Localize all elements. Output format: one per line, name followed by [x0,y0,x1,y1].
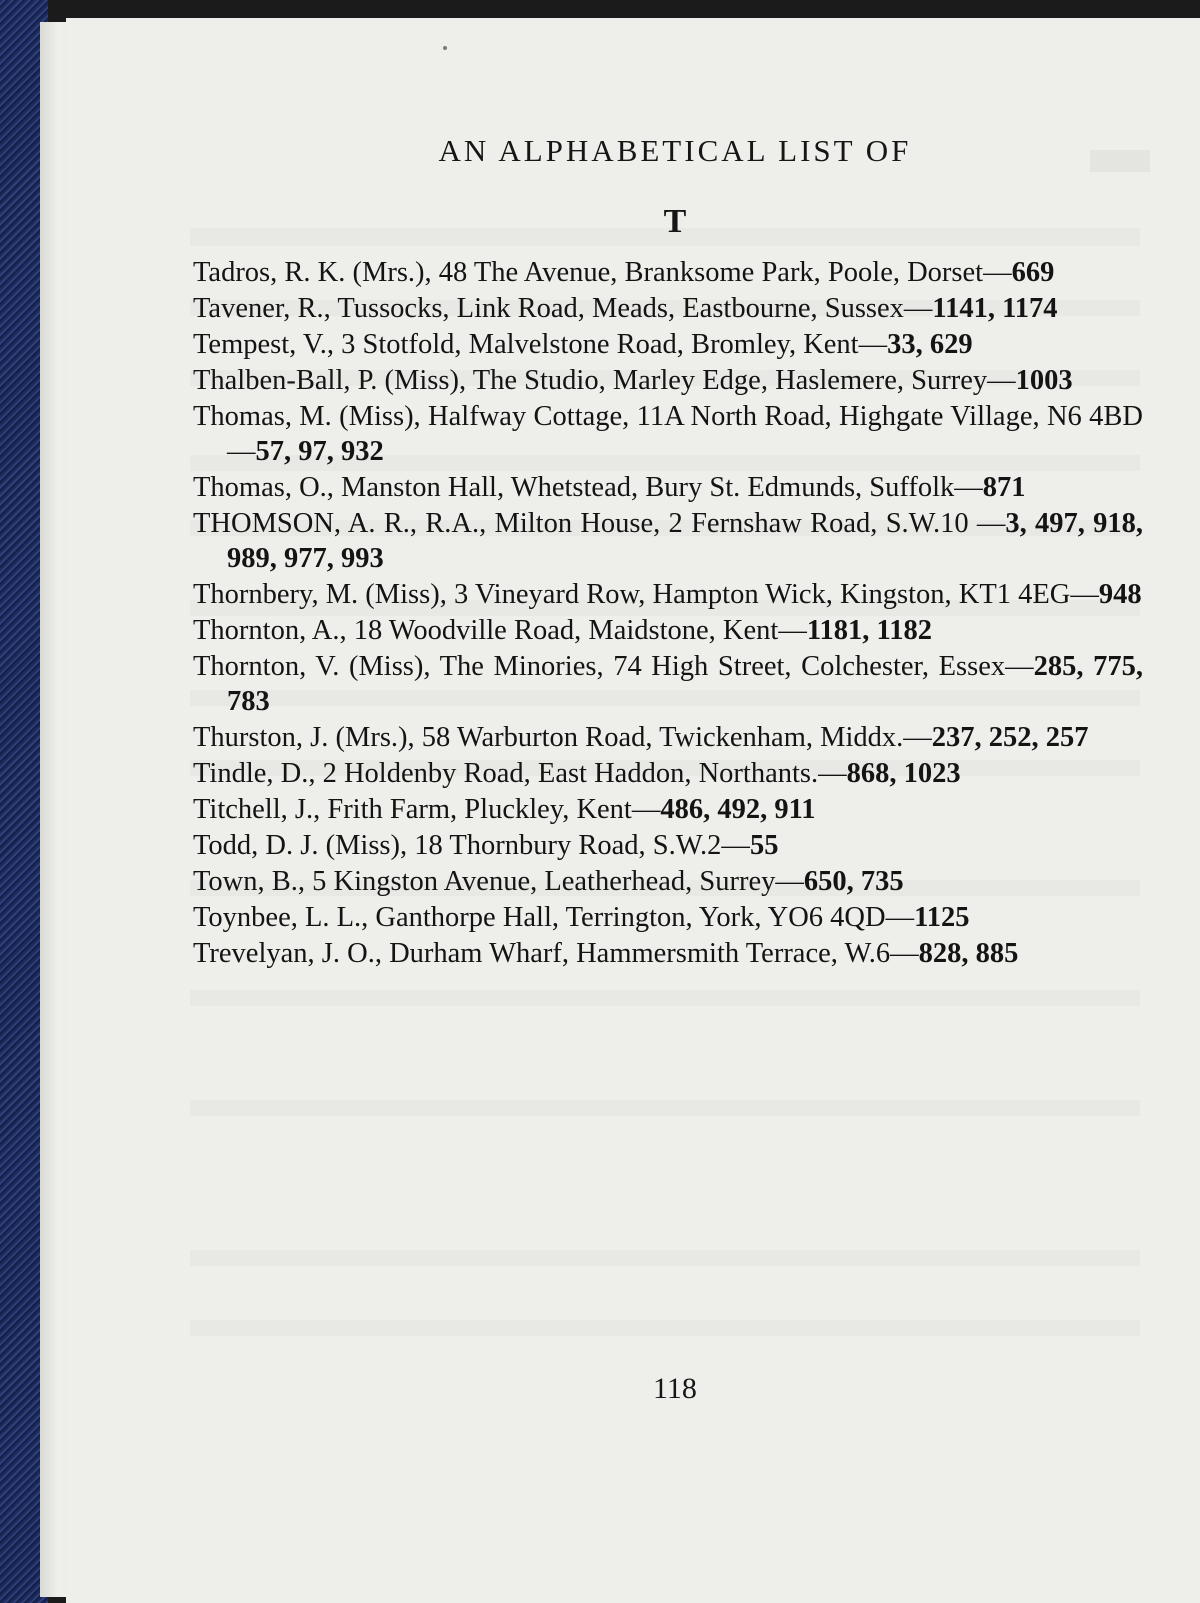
entry-pages: 57, 97, 932 [255,436,384,467]
list-item [193,506,1143,576]
entry-text: Thalben-Ball, P. (Miss), The Studio, Marley Edge, Haslemere, Surrey— [193,365,1016,396]
entry-pages: 948 [1098,579,1142,610]
entry-pages: 285, 775, 783 [227,651,1143,717]
entry-text: Thornbery, M. (Miss), 3 Vineyard Row, Hampton Wick, Kingston, KT1 4EG— [193,579,1099,610]
entry-pages: 828, 885 [918,938,1019,969]
list-item [193,756,1143,791]
list-item [193,470,1143,505]
entry-text: Tindle, D., 2 Holdenby Road, East Haddon, Northants.— [193,758,847,789]
entry-pages: 1181, 1182 [806,615,932,646]
list-item [193,936,1143,971]
list-item [193,792,1143,827]
entry-pages: 1141, 1174 [932,293,1058,324]
entry-list [193,255,1143,972]
entry-pages: 486, 492, 911 [660,794,816,825]
section-letter: T [663,203,687,240]
list-item [193,900,1143,935]
entry-pages: 650, 735 [803,866,904,897]
list-item [193,720,1143,755]
entry-pages: 33, 629 [887,329,973,360]
entry-pages: 1125 [914,902,970,933]
entry-pages: 55 [749,830,779,861]
entry-text: Thornton, A., 18 Woodville Road, Maidstone, Kent— [193,615,807,646]
entry-text: Tempest, V., 3 Stotfold, Malvelstone Road, Bromley, Kent— [193,329,888,360]
entry-pages: 237, 252, 257 [931,722,1089,753]
entry-text: THOMSON, A. R., R.A., Milton House, 2 Fernshaw Road, S.W.10 — [193,508,1006,539]
page-heading: AN ALPHABETICAL LIST OF [438,133,912,168]
entry-text: Thomas, M. (Miss), Halfway Cottage, 11A North Road, Highgate Village, N6 4BD— [193,401,1143,467]
entry-text: Thornton, V. (Miss), The Minories, 74 High Street, Colchester, Essex— [193,651,1034,682]
list-item [193,327,1143,362]
list-item [193,828,1143,863]
entry-pages: 3, 497, 918, 989, 977, 993 [227,508,1143,574]
list-item [193,399,1143,469]
list-item [193,291,1143,326]
list-item [193,613,1143,648]
list-item [193,255,1143,290]
entry-pages: 868, 1023 [846,758,961,789]
entry-text: Toynbee, L. L., Ganthorpe Hall, Terrington, York, YO6 4QD— [193,902,915,933]
entry-text: Titchell, J., Frith Farm, Pluckley, Kent— [193,794,661,825]
entry-text: Thomas, O., Manston Hall, Whetstead, Bury St. Edmunds, Suffolk— [193,472,983,503]
entry-text: Thurston, J. (Mrs.), 58 Warburton Road, Twickenham, Middx.— [193,722,932,753]
entry-text: Tadros, R. K. (Mrs.), 48 The Avenue, Branksome Park, Poole, Dorset— [193,257,1012,288]
list-item [193,864,1143,899]
entry-text: Tavener, R., Tussocks, Link Road, Meads, Eastbourne, Sussex— [193,293,933,324]
list-item [193,577,1143,612]
page-number: 118 [653,1372,697,1405]
entry-text: Todd, D. J. (Miss), 18 Thornbury Road, S.W.2— [193,830,750,861]
entry-text: Trevelyan, J. O., Durham Wharf, Hammersmith Terrace, W.6— [193,938,919,969]
entry-pages: 669 [1011,257,1055,288]
page-speck [443,46,447,50]
entry-pages: 871 [982,472,1026,503]
entry-text: Town, B., 5 Kingston Avenue, Leatherhead, Surrey— [193,866,804,897]
list-item [193,363,1143,398]
entry-pages: 1003 [1015,365,1073,396]
list-item [193,649,1143,719]
